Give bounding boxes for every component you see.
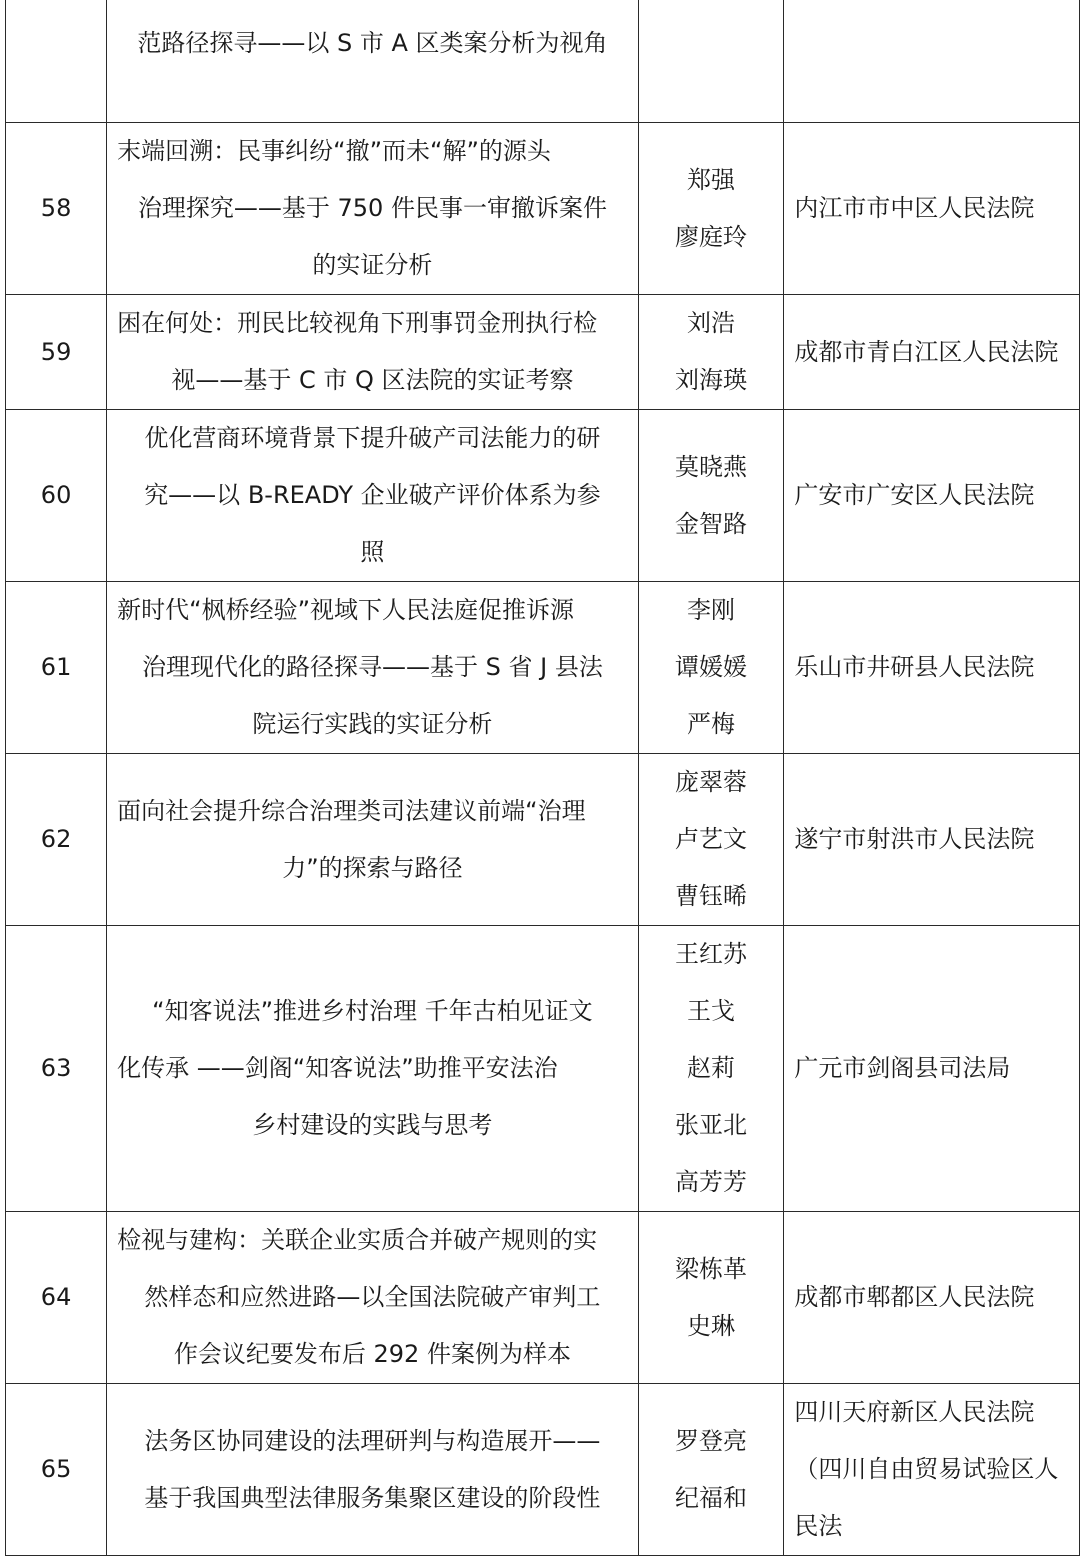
title-line: 面向社会提升综合治理类司法建议前端“治理: [117, 796, 586, 825]
table-row: [6, 410, 1080, 582]
author-name: 莫晓燕: [675, 452, 748, 481]
author-name: 郑强: [687, 165, 736, 194]
author-name: 刘海瑛: [675, 366, 748, 394]
author-name: 金智路: [675, 509, 748, 538]
authors: [638, 1384, 784, 1556]
author-name: 梁栋革: [675, 1254, 748, 1283]
paper-title: [107, 1384, 639, 1556]
organization: [784, 0, 1080, 123]
author-name: 史琳: [687, 1311, 736, 1340]
paper-title: [107, 123, 639, 295]
authors: [638, 926, 784, 1212]
title-line: 法务区协同建设的法理研判与构造展开——: [144, 1426, 601, 1455]
title-line: 照: [360, 538, 385, 566]
row-number: [6, 0, 107, 123]
title-line: 究——以 B-READY 企业破产评价体系为参: [144, 481, 601, 509]
table-row: [6, 295, 1080, 410]
paper-title: [107, 410, 639, 582]
authors: [638, 295, 784, 410]
organization: 成都市郫都区人民法院: [784, 1212, 1080, 1384]
author-name: 罗登亮: [675, 1426, 748, 1455]
table-row: [6, 926, 1080, 1212]
row-number: 61: [6, 582, 107, 754]
title-line: 然样态和应然进路—以全国法院破产审判工: [144, 1283, 601, 1311]
row-number: 63: [6, 926, 107, 1212]
authors: [638, 0, 784, 123]
author-name: 赵莉: [687, 1054, 736, 1082]
table-row: [6, 0, 1080, 123]
title-line: 检视与建构：关联企业实质合并破产规则的实: [117, 1226, 598, 1254]
author-name: 王戈: [687, 997, 736, 1025]
title-line: 末端回溯：民事纠纷“撤”而未“解”的源头: [117, 137, 551, 165]
paper-title: [107, 295, 639, 410]
title-line: 乡村建设的实践与思考: [252, 1111, 493, 1139]
author-name: 纪福和: [675, 1483, 748, 1512]
author-name: 曹钰晞: [675, 882, 748, 910]
organization: 内江市市中区人民法院: [784, 123, 1080, 295]
author-name: 廖庭玲: [675, 222, 748, 251]
table-row: [6, 754, 1080, 926]
row-number: 64: [6, 1212, 107, 1384]
author-name: 卢艺文: [675, 825, 748, 853]
author-name: 谭媛媛: [675, 653, 748, 681]
row-number: 59: [6, 295, 107, 410]
row-number: 65: [6, 1384, 107, 1556]
title-line: 院运行实践的实证分析: [252, 710, 493, 738]
title-line: 治理探究——基于 750 件民事一审撤诉案件: [137, 194, 607, 222]
title-line: 视——基于 C 市 Q 区法院的实证考察: [171, 366, 574, 394]
award-list-table: [5, 0, 1080, 1556]
author-name: 王红苏: [675, 940, 748, 968]
title-line: 范路径探寻——以 S 市 A 区类案分析为视角: [137, 29, 608, 57]
title-line: 化传承 ——剑阁“知客说法”助推平安法治: [117, 1054, 558, 1082]
table-row: [6, 582, 1080, 754]
paper-title: [107, 926, 639, 1212]
title-line: 治理现代化的路径探寻——基于 S 省 J 县法: [142, 653, 603, 681]
table-row: [6, 123, 1080, 295]
paper-title: [107, 754, 639, 926]
organization: 四川天府新区人民法院（四川自由贸易试验区人民法: [784, 1384, 1080, 1556]
table-row: [6, 1212, 1080, 1384]
title-line: 的实证分析: [312, 251, 433, 279]
paper-title: [107, 0, 639, 123]
authors: [638, 1212, 784, 1384]
authors: [638, 754, 784, 926]
title-line: 作会议纪要发布后 292 件案例为样本: [173, 1340, 571, 1368]
paper-title: [107, 582, 639, 754]
organization: 遂宁市射洪市人民法院: [784, 754, 1080, 926]
author-name: 严梅: [687, 710, 736, 738]
author-name: 李刚: [687, 596, 736, 624]
title-line: 基于我国典型法律服务集聚区建设的阶段性: [144, 1483, 601, 1512]
title-line: 优化营商环境背景下提升破产司法能力的研: [144, 424, 601, 452]
author-name: 张亚北: [675, 1111, 748, 1139]
title-line: 力”的探索与路径: [282, 853, 463, 882]
table-row: [6, 1384, 1080, 1556]
organization: 乐山市井研县人民法院: [784, 582, 1080, 754]
paper-title: [107, 1212, 639, 1384]
title-line: 新时代“枫桥经验”视域下人民法庭促推诉源: [117, 596, 575, 624]
row-number: 62: [6, 754, 107, 926]
row-number: 60: [6, 410, 107, 582]
organization: 广安市广安区人民法院: [784, 410, 1080, 582]
row-number: 58: [6, 123, 107, 295]
author-name: 刘浩: [687, 309, 736, 337]
organization: 广元市剑阁县司法局: [784, 926, 1080, 1212]
authors: [638, 123, 784, 295]
title-line: 困在何处：刑民比较视角下刑事罚金刑执行检: [117, 309, 598, 337]
authors: [638, 410, 784, 582]
author-name: 庞翠蓉: [675, 768, 748, 796]
author-name: 高芳芳: [675, 1168, 748, 1196]
title-line: “知客说法”推进乡村治理 千年古柏见证文: [152, 997, 593, 1025]
authors: [638, 582, 784, 754]
organization: 成都市青白江区人民法院: [784, 295, 1080, 410]
